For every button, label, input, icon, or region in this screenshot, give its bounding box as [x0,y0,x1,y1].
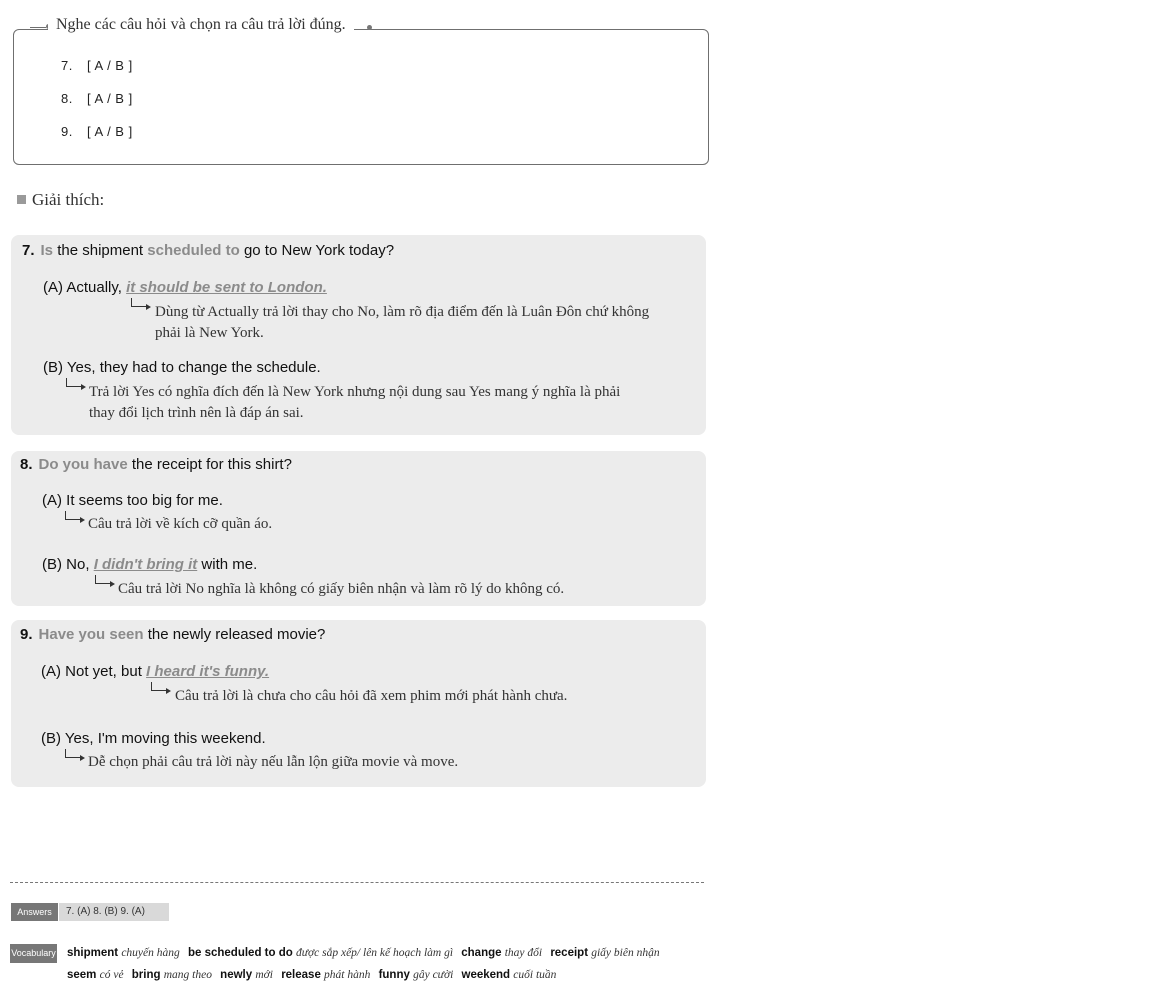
question-9: 9. Have you seen the newly released movie? [20,626,326,643]
title-bullet-right [367,25,372,30]
dashed-divider [10,882,704,883]
vocabulary-line-2: seem có vẻ bring mang theo newly mới release phát hành funny gây cười weekend cuối tuần [67,969,557,981]
vocabulary-tag: Vocabulary [10,944,57,963]
arrow-icon [151,682,166,691]
explanation-7a: Dùng từ Actually trả lời thay cho No, làm rõ địa điểm đến là Luân Đôn chứ không phải là New York. [155,304,650,341]
vocabulary-line-1: shipment chuyến hàng be scheduled to do được sắp xếp/ lên kế hoạch làm gì change thay đổi receipt giấy biên nhận [67,947,660,959]
option-9a: (A) Not yet, but I heard it's funny. [41,663,270,680]
question-8-choice[interactable]: 8. [ A / B ] [61,91,133,106]
arrow-icon [66,378,81,387]
explanation-8b: Câu trả lời No nghĩa là không có giấy biên nhận và làm rõ lý do không có. [118,581,565,597]
question-7-choice[interactable]: 7. [ A / B ] [61,58,133,73]
instruction-box [13,29,709,165]
arrow-icon [131,298,146,307]
explanation-9a: Câu trả lời là chưa cho câu hỏi đã xem phim mới phát hành chưa. [175,688,568,704]
option-8a: (A) It seems too big for me. [42,492,223,509]
arrow-icon [65,749,80,758]
arrow-icon [65,511,80,520]
instruction-title: Nghe các câu hỏi và chọn ra câu trả lời đúng. [48,16,354,34]
title-rule [30,27,46,28]
option-8b: (B) No, I didn't bring it with me. [42,556,258,573]
explanation-7b: Trả lời Yes có nghĩa đích đến là New York nhưng nội dung sau Yes mang ý nghĩa là phải thay đổi lịch trình nên là đáp án sai. [89,384,621,421]
question-8: 8. Do you have the receipt for this shirt? [20,456,292,473]
square-bullet-icon [17,195,26,204]
explanation-header: Giải thích: [17,190,104,210]
explanation-8a: Câu trả lời về kích cỡ quần áo. [88,516,273,532]
answers-tag: Answers [11,903,58,921]
explanation-9b: Dễ chọn phải câu trả lời này nếu lẫn lộn giữa movie và move. [88,754,459,770]
option-9b: (B) Yes, I'm moving this weekend. [41,730,266,747]
question-7: 7. Is the shipment scheduled to go to New York today? [22,242,395,259]
arrow-icon [95,575,110,584]
option-7a: (A) Actually, it should be sent to London. [43,279,327,296]
answers-text: 7. (A) 8. (B) 9. (A) [59,903,169,921]
option-7b: (B) Yes, they had to change the schedule. [43,359,321,376]
question-9-choice[interactable]: 9. [ A / B ] [61,124,133,139]
